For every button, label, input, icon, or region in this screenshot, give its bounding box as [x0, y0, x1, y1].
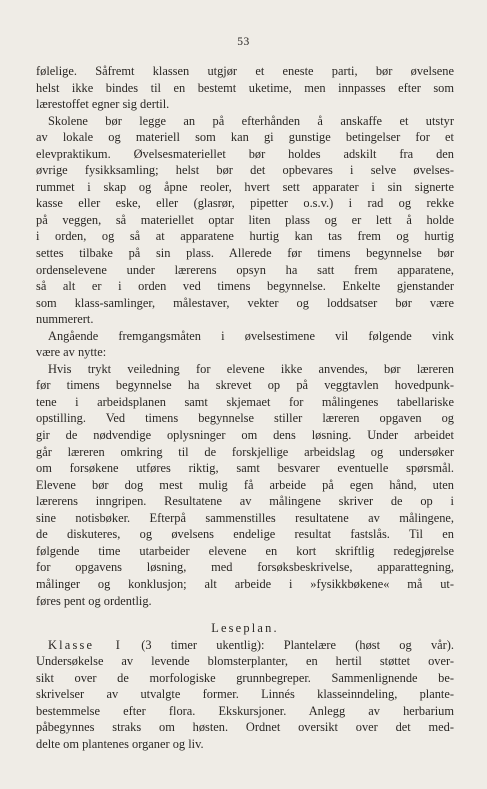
- text-line: elevpraktikum. Øvelsesmateriellet bør holdes adskilt fra den: [36, 146, 454, 161]
- text-line: som klass-samlinger, målestaver, vekter og loddsatser bør være: [36, 295, 454, 310]
- body-text: [36, 63, 454, 752]
- text-line: lærerens inngripen. Resultatene av målingene skriver de op i: [36, 494, 454, 509]
- text-line: sikt over de morfologiske grunnbegreper. Sammenlignende be-: [36, 670, 454, 685]
- text-line: følgende time utarbeider elevene en kort skriftlig redegjørelse: [36, 543, 454, 558]
- text-line: rummet i skap og åpne reoler, hvert sett apparater i sin signerte: [36, 179, 454, 194]
- text-line: før timens begynnelse ha skrevet op på veggtavlen hovedpunk-: [36, 378, 454, 393]
- text-line: tene i arbeidsplanen samt skjemaet for målingenes tabellariske: [36, 394, 454, 409]
- text-line: øvrige fysikksamling; helst bør det opbevares i selve øvelses-: [36, 163, 454, 178]
- text-line: nummerert.: [36, 312, 94, 327]
- class-label: Klasse I: [48, 637, 123, 652]
- text-line: opstilling. Ved timens begynnelse stiller læreren opgaven og: [36, 411, 454, 426]
- text-line: går læreren omkring til de forskjellige arbeidslag og undersøker: [36, 444, 454, 459]
- page-number: 53: [237, 36, 250, 48]
- text-line: om forsøkene utføres riktig, samt besvarer eventuelle spørsmål.: [36, 461, 454, 476]
- text-line: i orden, og så at apparatene hurtig kan tas frem og hurtig: [36, 229, 454, 244]
- section-heading: Leseplan.: [211, 621, 279, 636]
- text-line: Angående fremgangsmåten i øvelsestimene vil følgende vink: [48, 328, 454, 343]
- text-line: så alt er i orden ved timens begynnelse. Enkelte gjenstander: [36, 279, 454, 294]
- text-line: påbegynnes straks om høsten. Ordnet oversikt over det med-: [36, 720, 454, 735]
- text-line: lærestoffet egner sig dertil.: [36, 97, 170, 112]
- text-line: på veggen, så materiellet optar liten plass og er lett å holde: [36, 212, 454, 227]
- text-line: delte om plantenes organer og liv.: [36, 736, 204, 751]
- text-line: skrivelser av utvalgte former. Linnés klasseinndeling, plante-: [36, 687, 454, 702]
- text-line: Hvis trykt veiledning for elevene ikke anvendes, bør læreren: [48, 361, 454, 376]
- text-line: sine notisbøker. Efterpå sammenstilles resultatene av målingene,: [36, 510, 454, 525]
- text-line: Elevene bør dog mest mulig få arbeide på egen hånd, uten: [36, 477, 454, 492]
- class-description: (3 timer ukentlig): Plantelære (høst og vår).: [122, 637, 455, 652]
- instructions-section: [36, 63, 454, 609]
- text-line: bestemmelse efter flora. Ekskursjoner. Anlegg av herbarium: [36, 703, 454, 718]
- text-line: de diskuteres, og øvelsens endelige resultat fastslås. Til en: [36, 527, 454, 542]
- text-line: målinger og konklusjon; alt arbeide i »fysikkbøkene« må ut-: [36, 576, 454, 591]
- section-spacer: [36, 609, 454, 620]
- text-line: for opgavens løsning, med forsøksbeskrivelse, apparattegning,: [36, 560, 454, 575]
- text-line: føres pent og ordentlig.: [36, 593, 152, 608]
- class-line: [36, 637, 454, 654]
- text-line: helst ikke bindes til en bestemt uketime, men innpasses efter som: [36, 80, 454, 95]
- text-line: Skolene bør legge an på efterhånden å anskaffe et utstyr: [48, 113, 454, 128]
- text-line: av lokale og materiell som kan gi gunstige betingelser for et: [36, 130, 454, 145]
- curriculum-section: [36, 653, 454, 752]
- text-line: følelige. Såfremt klassen utgjør et eneste parti, bør øvelsene: [36, 64, 454, 78]
- text-line: kasse eller eske, eller (glasrør, pipetter o.s.v.) i rad og rekke: [36, 196, 454, 211]
- text-line: Undersøkelse av levende blomsterplanter, en hertil støttet over-: [36, 654, 454, 669]
- text-line: være av nytte:: [36, 345, 107, 360]
- text-line: gir de nødvendige oplysninger om dens løsning. Under arbeidet: [36, 428, 454, 443]
- text-line: settes tilbake på sin plass. Allerede før timens begynnelse bør: [36, 246, 454, 261]
- text-line: ordenselevene under lærerens opsyn ha satt frem apparatene,: [36, 262, 454, 277]
